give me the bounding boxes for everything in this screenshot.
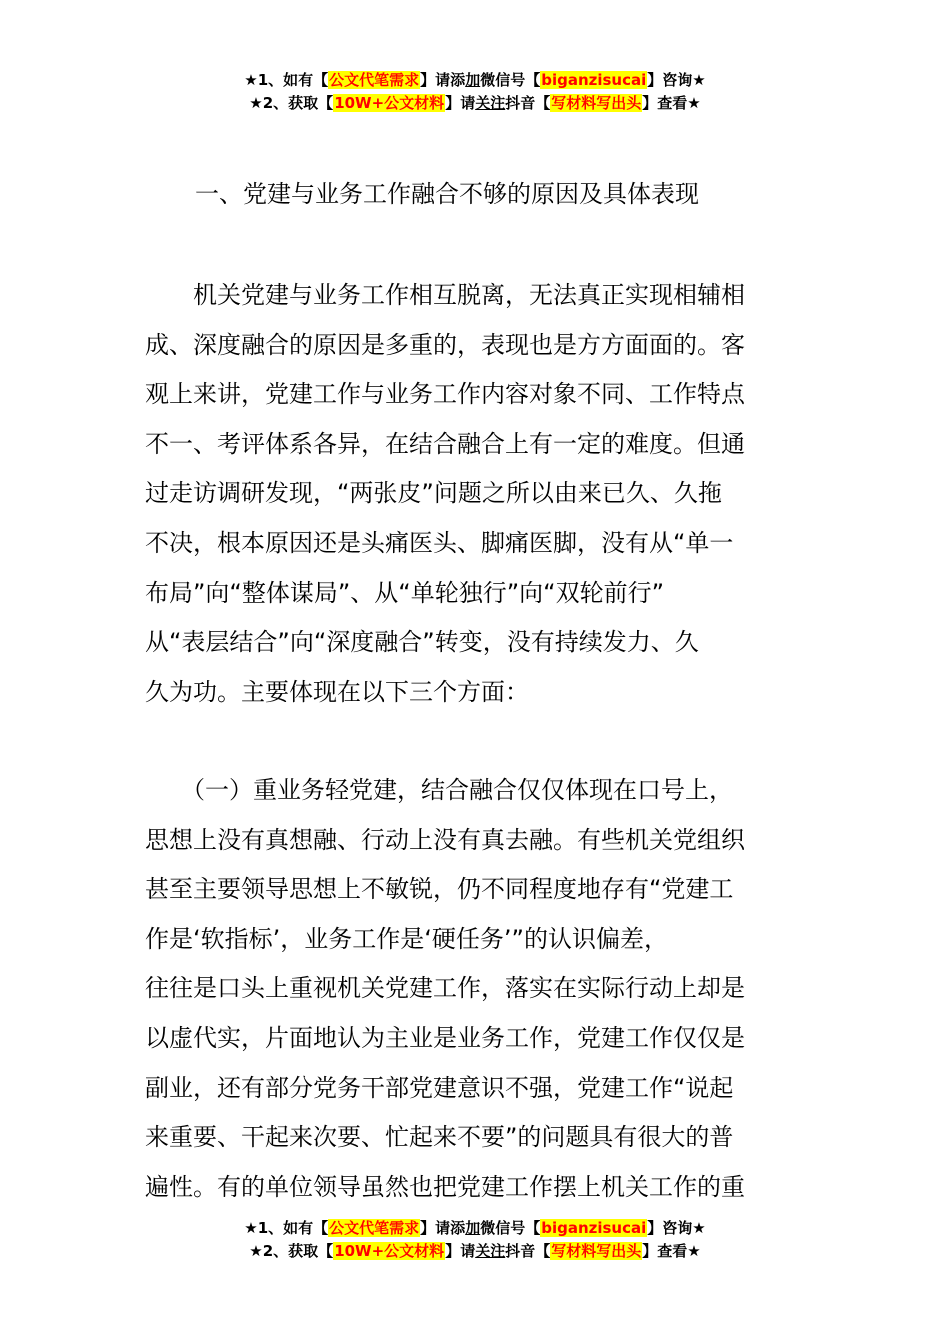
banner-underlined-text: 加 <box>465 71 481 89</box>
banner-line-1 <box>0 69 950 92</box>
banner-text: 】请添 <box>420 71 466 89</box>
footer-banner <box>0 1217 950 1263</box>
banner-line-2 <box>0 92 950 115</box>
highlight-douyin-account: 写材料写出头 <box>551 94 642 112</box>
paragraph-line: 不一、考评体系各异，在结合融合上有一定的难度。但通 <box>145 429 745 458</box>
paragraph-line: 过走访调研发现，“两张皮”问题之所以由来已久、久拖 <box>145 479 722 508</box>
paragraph-line: 成、深度融合的原因是多重的，表现也是方方面面的。客 <box>145 330 745 359</box>
highlight-writing-service: 公文代笔需求 <box>329 1219 420 1237</box>
highlight-materials: 10W+公文材料 <box>334 94 445 112</box>
banner-text: 微信号【 <box>480 1219 541 1237</box>
paragraph-line: 机关党建与业务工作相互脱离，无法真正实现相辅相 <box>145 281 745 309</box>
banner-text: ★1、如有【 <box>244 71 329 89</box>
paragraph-line: 作是‘软指标’，业务工作是‘硬任务’”的认识偏差， <box>145 924 668 953</box>
banner-line-2 <box>0 1240 950 1263</box>
paragraph-line: 来重要、干起来次要、忙起来不要”的问题具有很大的普 <box>145 1123 734 1152</box>
paragraph-line: 不决，根本原因还是头痛医头、脚痛医脚，没有从“单一 <box>145 528 734 557</box>
banner-text: 抖音【 <box>505 94 551 112</box>
banner-text: ★2、获取【 <box>249 94 334 112</box>
paragraph-line: 布局”向“整体谋局”、从“单轮独行”向“双轮前行” <box>145 578 665 607</box>
highlight-writing-service: 公文代笔需求 <box>329 71 420 89</box>
header-banner <box>0 69 950 115</box>
banner-underlined-text: 关注 <box>475 1242 506 1260</box>
highlight-wechat-id: biganzisucai <box>541 71 647 89</box>
banner-text: 】请添 <box>420 1219 466 1237</box>
banner-text: ★1、如有【 <box>244 1219 329 1237</box>
highlight-douyin-account: 写材料写出头 <box>551 1242 642 1260</box>
section-heading: 一、党建与业务工作融合不够的原因及具体表现 <box>195 180 699 208</box>
highlight-materials: 10W+公文材料 <box>334 1242 445 1260</box>
body-paragraph-1 <box>145 271 810 717</box>
paragraph-line: 久为功。主要体现在以下三个方面： <box>145 677 529 706</box>
banner-text: 】咨询★ <box>647 1219 706 1237</box>
banner-text: 】查看★ <box>642 94 701 112</box>
paragraph-line: 以虚代实，片面地认为主业是业务工作，党建工作仅仅是 <box>145 1023 745 1052</box>
banner-text: 】查看★ <box>642 1242 701 1260</box>
body-paragraph-2 <box>145 766 810 1212</box>
paragraph-line: （一）重业务轻党建，结合融合仅仅体现在口号上， <box>145 776 733 804</box>
paragraph-line: 副业，还有部分党务干部党建意识不强，党建工作“说起 <box>145 1073 734 1102</box>
paragraph-line: 思想上没有真想融、行动上没有真去融。有些机关党组织 <box>145 825 745 854</box>
banner-underlined-text: 加 <box>465 1219 481 1237</box>
paragraph-line: 甚至主要领导思想上不敏锐，仍不同程度地存有“党建工 <box>145 875 734 904</box>
paragraph-line: 观上来讲，党建工作与业务工作内容对象不同、工作特点 <box>145 380 745 409</box>
highlight-wechat-id: biganzisucai <box>541 1219 647 1237</box>
paragraph-line: 遍性。有的单位领导虽然也把党建工作摆上机关工作的重 <box>145 1172 745 1201</box>
banner-text: 抖音【 <box>505 1242 551 1260</box>
banner-line-1 <box>0 1217 950 1240</box>
banner-text: 微信号【 <box>480 71 541 89</box>
paragraph-line: 从“表层结合”向“深度融合”转变，没有持续发力、久 <box>145 628 699 657</box>
banner-text: 】请 <box>445 94 476 112</box>
banner-text: ★2、获取【 <box>249 1242 334 1260</box>
banner-underlined-text: 关注 <box>475 94 506 112</box>
banner-text: 】请 <box>445 1242 476 1260</box>
paragraph-line: 往往是口头上重视机关党建工作，落实在实际行动上却是 <box>145 974 745 1003</box>
banner-text: 】咨询★ <box>647 71 706 89</box>
